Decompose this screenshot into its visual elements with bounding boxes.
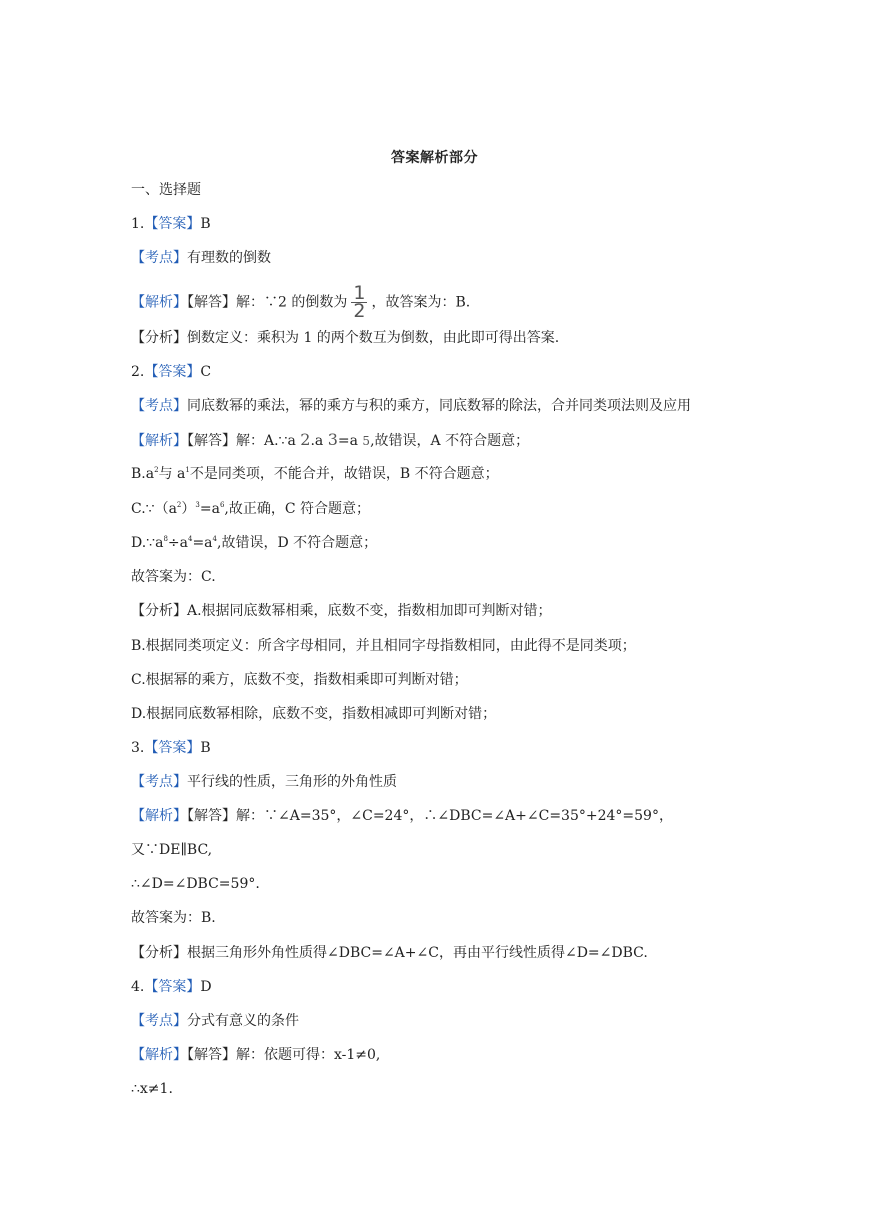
review-tag: 【分析】 (131, 330, 187, 346)
q1-number: 1. (131, 216, 145, 232)
q2-solution-c (131, 499, 370, 519)
point-tag: 【考点】 (131, 250, 187, 266)
review-tag: 【分析】 (131, 603, 187, 619)
q2-d-mid: ÷a (167, 535, 188, 551)
q2-review-b: B.根据同类项定义：所含字母相同，并且相同字母指数相同，由此得不是同类项； (131, 638, 636, 654)
q1-answer-value: B (200, 216, 211, 232)
q3-solution-text: 解：∵∠A=35°，∠C=24°，∴∠DBC=∠A+∠C=35°+24°=59°， (236, 808, 673, 824)
q3-conclusion: 故答案为：B. (131, 910, 216, 926)
q2-b-post: 不是同类项，不能合并，故错误，B 不符合题意； (189, 466, 499, 482)
q3-solution (131, 806, 673, 826)
q2-point-text: 同底数幂的乘法，幂的乘方与积的乘方，同底数幂的除法，合并同类项法则及应用 (187, 398, 691, 414)
q2-d-exp2: 4 (187, 535, 193, 543)
q2-solution-d (131, 533, 377, 553)
q3-line3: ∴∠D=∠DBC=59°. (131, 876, 260, 892)
solve-tag: 【解答】 (187, 808, 236, 824)
q2-c-exp2: 3 (195, 501, 200, 509)
q2-d-pre: D.∵a (131, 535, 164, 551)
q1-point-text: 有理数的倒数 (187, 250, 271, 266)
answer-tag: 【答案】 (144, 740, 201, 756)
q2-solution-a (131, 430, 529, 451)
solve-tag: 【解答】 (187, 1047, 236, 1063)
analysis-tag: 【解析】 (131, 808, 187, 824)
q2-d-exp1: 8 (163, 535, 168, 543)
q3-number: 3. (131, 740, 145, 756)
q2-a-eq: =a (337, 433, 363, 449)
q2-a-exp1: 2 (300, 430, 311, 449)
q2-c-exp3: 6 (219, 501, 225, 509)
point-tag: 【考点】 (131, 1013, 187, 1029)
q1-solution (131, 282, 471, 322)
q2-a-pre: 解：A.∵a (236, 433, 301, 449)
q2-b-exp2: 1 (185, 466, 190, 474)
q2-c-post: ,故正确，C 符合题意； (224, 501, 371, 517)
answer-tag: 【答案】 (144, 364, 201, 380)
q4-number: 4. (131, 979, 145, 995)
q1-review (131, 328, 559, 348)
q2-review-a-text: A.根据同底数幂相乘，底数不变，指数相加即可判断对错； (187, 603, 552, 619)
q4-solution-text: 解：依题可得：x-1≠0, (236, 1047, 381, 1063)
q2-d-post: ,故错误，D 不符合题意； (217, 535, 378, 551)
section-heading: 一、选择题 (131, 182, 201, 198)
page-title: 答案解析部分 (391, 150, 478, 166)
solve-tag: 【解答】 (187, 294, 236, 311)
q2-c-mid: ） (181, 501, 196, 517)
solve-tag: 【解答】 (187, 433, 236, 449)
q4-line2: ∴x≠1. (131, 1081, 173, 1097)
q2-review-c: C.根据幂的乘方，底数不变，指数相乘即可判断对错； (131, 672, 468, 688)
q4-solution (131, 1045, 380, 1065)
q2-c-pre: C.∵（a (131, 501, 177, 517)
q3-line2: 又∵DE∥BC, (131, 842, 213, 858)
q4-answer (131, 977, 212, 997)
point-tag: 【考点】 (131, 398, 187, 414)
q3-point-text: 平行线的性质，三角形的外角性质 (187, 774, 397, 790)
q1-answer (131, 214, 211, 234)
q1-point (131, 248, 271, 268)
fraction-denominator: 2 (353, 300, 366, 322)
q2-d-eq: =a (192, 535, 213, 551)
q2-a-exp3: 5 (362, 434, 371, 448)
point-tag: 【考点】 (131, 774, 187, 790)
q3-answer (131, 738, 211, 758)
q1-solution-post: ，故答案为：B. (371, 294, 471, 311)
analysis-tag: 【解析】 (131, 294, 187, 311)
q2-a-exp2: 3 (327, 430, 338, 449)
q2-c-exp1: 2 (176, 501, 182, 509)
analysis-tag: 【解析】 (131, 433, 187, 449)
q2-number: 2. (131, 364, 145, 380)
q2-point (131, 396, 691, 416)
q2-review-d: D.根据同底数幂相除，底数不变，指数相减即可判断对错； (131, 706, 497, 722)
q4-point (131, 1011, 299, 1031)
q2-d-exp3: 4 (212, 535, 217, 543)
one-half-fraction (351, 282, 367, 322)
q3-review (131, 943, 648, 963)
q2-b-pre: B.a (131, 466, 155, 482)
analysis-tag: 【解析】 (131, 1047, 187, 1063)
q2-answer (131, 362, 211, 382)
q1-solution-pre: 解：∵2 的倒数为 (236, 294, 348, 311)
review-tag: 【分析】 (131, 945, 187, 961)
q3-answer-value: B (200, 740, 211, 756)
q2-answer-value: C (200, 364, 212, 380)
q2-a-post: ,故错误，A 不符合题意； (370, 433, 530, 449)
q4-point-text: 分式有意义的条件 (187, 1013, 299, 1029)
q2-b-mid: 与 a (158, 466, 186, 482)
fraction-numerator: 1 (353, 282, 366, 304)
q3-point (131, 772, 397, 792)
q2-a-mid: .a (310, 433, 328, 449)
q2-c-eq: =a (199, 501, 220, 517)
q4-answer-value: D (200, 979, 212, 995)
answer-tag: 【答案】 (144, 216, 201, 232)
q2-solution-b (131, 464, 499, 484)
q1-review-text: 倒数定义：乘积为 1 的两个数互为倒数，由此即可得出答案. (187, 330, 560, 346)
answer-tag: 【答案】 (144, 979, 201, 995)
q3-review-text: 根据三角形外角性质得∠DBC=∠A+∠C，再由平行线性质得∠D=∠DBC. (187, 945, 648, 961)
q2-review-a (131, 601, 552, 621)
q2-b-exp1: 2 (154, 466, 159, 474)
q2-conclusion: 故答案为：C. (131, 569, 216, 585)
